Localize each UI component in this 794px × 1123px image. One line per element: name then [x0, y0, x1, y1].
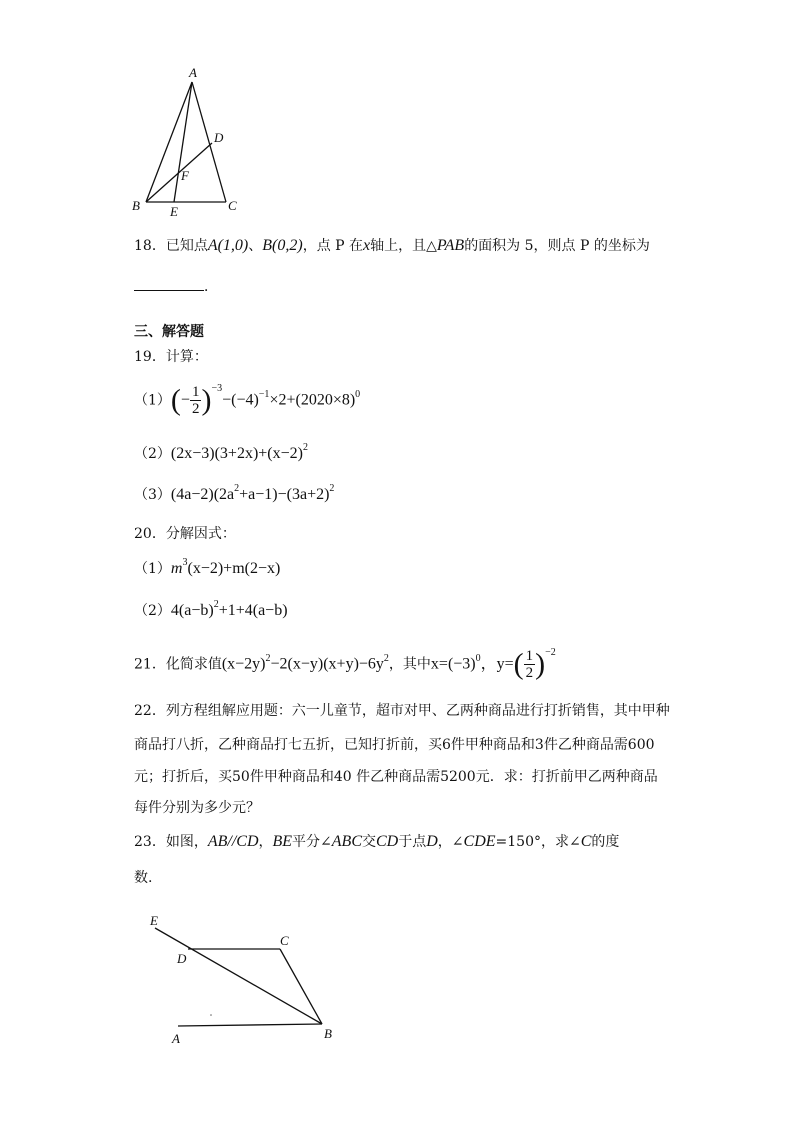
expr: −2(x−y)(x+y)−6y [270, 655, 384, 673]
segment-ab [178, 1024, 322, 1026]
q23-text: 的度 [591, 834, 620, 850]
segment-eb [155, 928, 322, 1024]
expr: (x−2y) [221, 655, 266, 673]
q23-parallel: AB//CD [207, 833, 259, 850]
q18-point-b: B(0,2) [262, 237, 303, 254]
q18-end: ． [204, 279, 218, 295]
label-e: E [170, 204, 178, 219]
segment-bd [146, 143, 212, 202]
q23-number: 23．如图， [134, 834, 208, 850]
q20-title: 20．分解因式： [134, 526, 236, 542]
q23-d: D [426, 833, 438, 850]
q18-triangle: PAB [436, 237, 465, 254]
part-label: （3） [134, 487, 171, 503]
q18-sep: 、 [248, 238, 263, 254]
x-value: x=(−3) [430, 655, 476, 673]
expr: 4(a−b) [170, 602, 214, 619]
q23-text: ，∠ [437, 834, 464, 850]
expr: −(−4) [222, 391, 259, 409]
q21-given: ，其中 [388, 656, 431, 673]
label-e: E [150, 913, 158, 928]
q20-part-2 [134, 601, 288, 623]
q22-line-4: 每件分别为多少元？ [134, 800, 260, 816]
label-c: C [228, 198, 237, 213]
question-18 [134, 236, 650, 256]
label-f: F [181, 168, 189, 183]
q23-cd: CD [376, 833, 399, 850]
q23-text: =150°，求∠ [495, 834, 581, 850]
label-d: D [214, 130, 224, 145]
question-21 [134, 648, 556, 681]
exponent: 2 [329, 483, 335, 494]
triangle-figure [0, 0, 794, 230]
q23-c: C [580, 833, 592, 850]
q18-text: ，点 P 在 [302, 238, 364, 254]
expr: +a−1)−(3a+2) [239, 486, 330, 503]
exponent: 0 [475, 652, 481, 664]
expr: (2x−3)(3+2x)+(x−2) [170, 445, 303, 462]
parallel-lines-figure [0, 900, 794, 1060]
expr: (4a−2)(2a [170, 486, 235, 503]
q18-answer-blank [134, 276, 218, 297]
q23-text: ， [258, 834, 273, 850]
blank-line [134, 276, 204, 291]
fraction-denominator: 2 [525, 665, 534, 681]
fraction [190, 384, 202, 417]
exponent: 2 [234, 483, 240, 494]
exponent: −3 [211, 382, 223, 394]
label-c: C [280, 933, 289, 948]
q18-x: x [363, 237, 371, 254]
fraction-numerator: 1 [525, 648, 534, 664]
paren-right: ) [535, 647, 546, 681]
label-a: A [189, 65, 197, 80]
q21-title: 21．化简求值 [134, 656, 222, 673]
exponent: 2 [302, 442, 308, 453]
q18-number: 18．已知点 [134, 238, 208, 254]
q23-text: 平分∠ [292, 834, 332, 850]
q23-be: BE [272, 833, 293, 850]
exponent: 2 [265, 652, 271, 664]
paren-left: ( [513, 647, 524, 681]
q18-tail: 的面积为 5，则点 P 的坐标为 [464, 238, 650, 254]
q20-part-1 [134, 559, 280, 581]
segment-ab [146, 82, 192, 202]
part-label: （2） [134, 446, 171, 462]
y-value: ，y= [480, 655, 514, 673]
segment-ae [174, 82, 192, 202]
exponent: −1 [258, 388, 270, 400]
label-b: B [132, 198, 140, 213]
exponent: −2 [545, 646, 556, 658]
exponent: 2 [213, 599, 219, 610]
exponent: 0 [355, 388, 361, 400]
q23-abc: ABC [331, 833, 362, 850]
stray-dot [210, 1014, 212, 1016]
q19-title: 19．计算： [134, 349, 208, 365]
part-label: （1） [134, 561, 171, 577]
expr: ×2+(2020×8) [269, 391, 356, 409]
exponent: 3 [182, 557, 188, 568]
q23-cde: CDE [463, 833, 496, 850]
q22-line-3: 元；打折后，买50件甲种商品和40 件乙种商品需5200元．求：打折前甲乙两种商品 [134, 769, 658, 785]
minus-sign: − [180, 391, 190, 409]
q19-part-1 [134, 384, 360, 417]
part-label: （1） [134, 392, 171, 409]
expr: m [170, 560, 183, 577]
segment-cb [280, 949, 322, 1024]
section-heading: 三、解答题 [134, 324, 204, 340]
q23-line-2: 数. [134, 870, 153, 886]
q19-part-3 [134, 485, 334, 507]
q23-text: 于点 [398, 834, 427, 850]
fraction-numerator: 1 [191, 384, 200, 400]
paren-right: ) [201, 383, 212, 417]
expr: (x−2)+m(2−x) [187, 560, 281, 577]
q22-line-1: 22．列方程组解应用题：六一儿童节，超市对甲、乙两种商品进行打折销售，其中甲种 [134, 703, 670, 719]
q19-part-2 [134, 444, 308, 466]
question-23 [134, 832, 619, 852]
label-d: D [177, 951, 187, 966]
part-label: （2） [134, 603, 171, 619]
q23-text: 交 [362, 834, 376, 850]
label-b: B [324, 1026, 332, 1041]
q22-line-2: 商品打八折，乙种商品打七五折，已知打折前，买6件甲种商品和3件乙种商品需600 [134, 737, 655, 753]
q18-point-a: A(1,0) [207, 237, 249, 254]
fraction-denominator: 2 [191, 401, 200, 417]
q18-text-2: 轴上，且△ [370, 238, 437, 254]
exponent: 2 [383, 652, 389, 664]
expr: +1+4(a−b) [218, 602, 288, 619]
fraction [524, 648, 536, 681]
label-a: A [172, 1031, 180, 1046]
paren-left: ( [170, 383, 181, 417]
